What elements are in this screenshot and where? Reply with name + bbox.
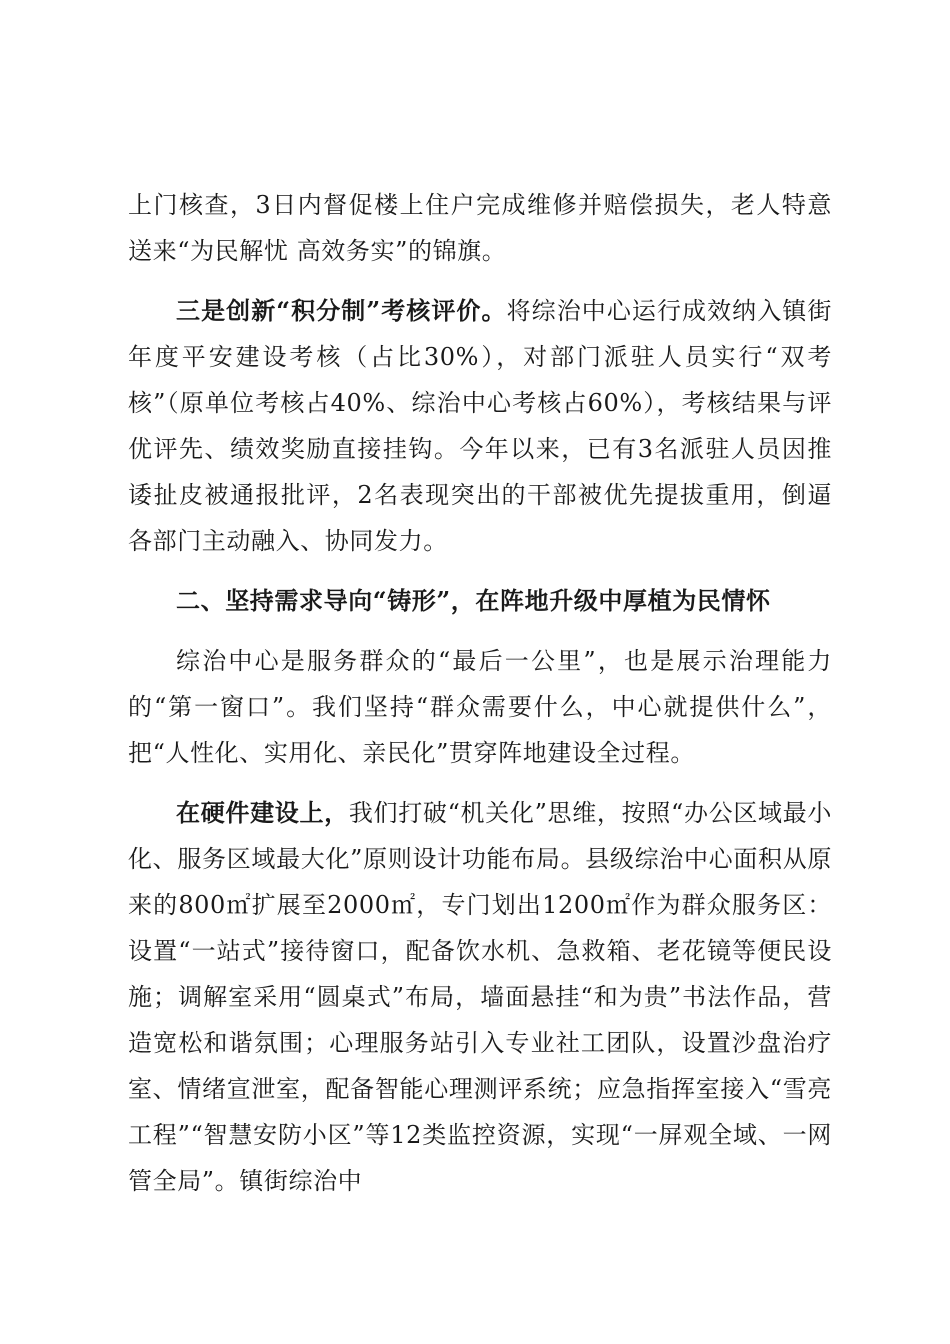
paragraph-1 [128,182,832,274]
paragraph-2-text: 将综治中心运行成效纳入镇街年度平安建设考核（占比30%），对部门派驻人员实行“双考核”（原单位考核占40%、综治中心考核占60%），考核结果与评优评先、绩效奖励直接挂钩。今年以来，已有3名派驻人员因推诿扯皮被通报批评，2名表现突出的干部被优先提拔重用，倒逼各部门主动融入、协同发力。 [128,297,832,555]
paragraph-4 [128,790,832,1204]
paragraph-4-lead: 在硬件建设上， [176,798,349,827]
paragraph-1-text: 上门核查，3日内督促楼上住户完成维修并赔偿损失，老人特意送来“为民解忧 高效务实”的锦旗。 [128,191,832,265]
section-heading-2 [128,578,832,624]
paragraph-2 [128,288,832,564]
paragraph-3 [128,638,832,776]
paragraph-2-lead: 三是创新“积分制”考核评价。 [176,296,507,325]
paragraph-3-text: 综治中心是服务群众的“最后一公里”，也是展示治理能力的“第一窗口”。我们坚持“群众需要什么，中心就提供什么”，把“人性化、实用化、亲民化”贯穿阵地建设全过程。 [128,647,832,767]
paragraph-4-text: 我们打破“机关化”思维，按照“办公区域最小化、服务区域最大化”原则设计功能布局。县级综治中心面积从原来的800㎡扩展至2000㎡，专门划出1200㎡作为群众服务区：设置“一站式”接待窗口，配备饮水机、急救箱、老花镜等便民设施；调解室采用“圆桌式”布局，墙面悬挂“和为贵”书法作品，营造宽松和谐氛围；心理服务站引入专业社工团队，设置沙盘治疗室、情绪宣泄室，配备智能心理测评系统；应急指挥室接入“雪亮工程”“智慧安防小区”等12类监控资源，实现“一屏观全域、一网管全局”。镇街综治中 [128,799,832,1195]
section-heading-text: 二、坚持需求导向“铸形”，在阵地升级中厚植为民情怀 [176,586,771,615]
document-page [128,182,832,1218]
